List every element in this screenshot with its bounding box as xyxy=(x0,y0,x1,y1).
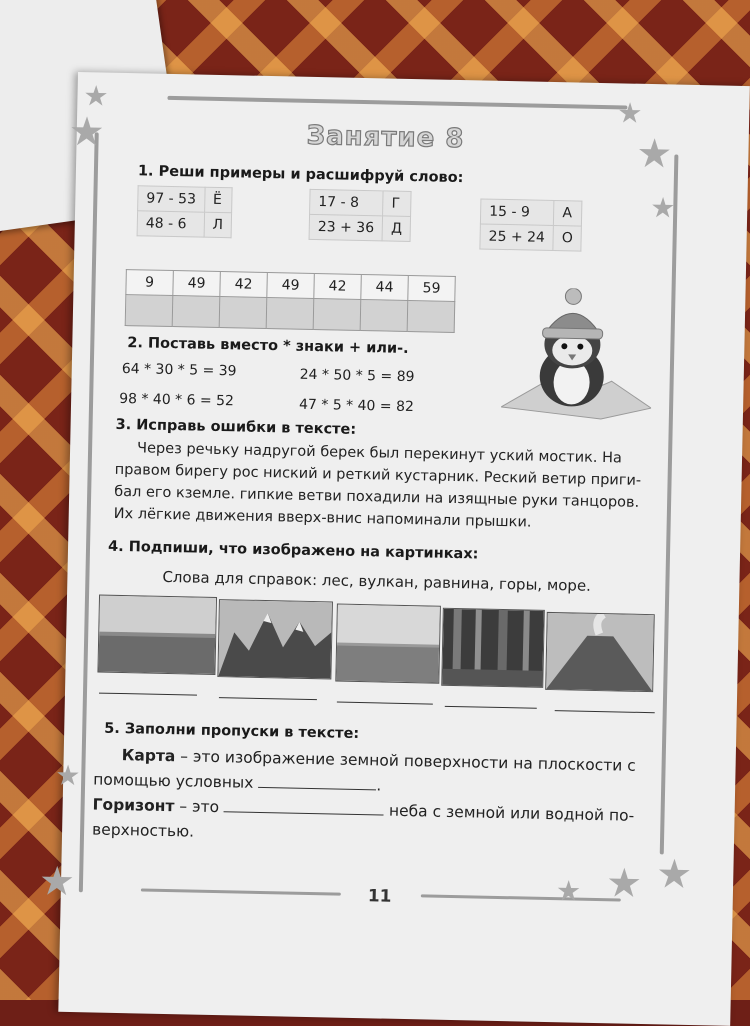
term-horizon: Горизонт xyxy=(92,795,175,816)
penguin-illustration xyxy=(501,287,654,430)
text-line: Их лёгкие движения вверх-внис напоминали прышки. xyxy=(113,505,532,531)
mountains-photo xyxy=(217,599,333,679)
answer-cell[interactable] xyxy=(313,298,361,330)
task2-heading: 2. Поставь вместо * знаки + или-. xyxy=(127,335,409,357)
code-number: 49 xyxy=(267,273,315,299)
example-expression: 25 + 24 xyxy=(480,224,554,251)
equation[interactable]: 24 * 50 * 5 = 89 xyxy=(299,366,415,386)
star-icon: ★ xyxy=(605,860,643,907)
volcano-photo xyxy=(545,612,655,692)
fill-blank[interactable] xyxy=(258,773,376,790)
hint-words: Слова для справок: лес, вулкан, равнина, горы, море. xyxy=(162,567,592,595)
task5-heading: 5. Заполни пропуски в тексте: xyxy=(104,720,360,743)
code-number: 42 xyxy=(314,273,362,299)
star-icon: ★ xyxy=(38,858,76,906)
example-letter: Ё xyxy=(204,187,232,213)
star-icon: ★ xyxy=(655,851,693,899)
equation[interactable]: 47 * 5 * 40 = 82 xyxy=(298,396,415,416)
code-number: 49 xyxy=(173,271,221,297)
example-expression: 17 - 8 xyxy=(310,189,384,216)
example-letter: Г xyxy=(383,191,411,217)
text-fragment: неба с земной или водной по- xyxy=(388,801,635,825)
equation[interactable]: 64 * 30 * 5 = 39 xyxy=(121,360,237,380)
example-letter: Л xyxy=(204,212,232,238)
frame-line-bottom-right xyxy=(421,894,621,901)
answer-line[interactable] xyxy=(555,710,655,713)
star-icon: ★ xyxy=(635,130,673,178)
text-fragment: верхностью. xyxy=(91,820,195,841)
example-expression: 23 + 36 xyxy=(309,214,383,241)
workbook-page xyxy=(38,72,750,1026)
answer-cell[interactable] xyxy=(172,296,220,328)
example-letter: Д xyxy=(382,216,410,242)
answer-line[interactable] xyxy=(445,706,537,709)
text-line: бал его кземле. гипкие ветви похадили на изящные руки танцоров. xyxy=(114,483,640,511)
sea-photo xyxy=(335,604,441,684)
error-text-paragraph xyxy=(114,437,676,537)
answer-cell[interactable] xyxy=(219,297,267,329)
code-number: 44 xyxy=(361,274,409,300)
answer-line[interactable] xyxy=(99,693,197,696)
task3-heading: 3. Исправь ошибки в тексте: xyxy=(115,416,357,438)
code-number: 9 xyxy=(126,270,174,296)
page-number: 11 xyxy=(367,886,392,907)
answer-cell[interactable] xyxy=(125,295,173,327)
star-icon: ★ xyxy=(54,758,81,793)
text-fragment: помощью условных xyxy=(92,770,254,792)
example-letter: А xyxy=(554,201,583,227)
answer-cell[interactable] xyxy=(407,300,455,332)
task4-heading: 4. Подпиши, что изображено на картинках: xyxy=(107,538,479,563)
star-icon: ★ xyxy=(68,108,106,156)
star-icon: ★ xyxy=(555,874,582,908)
fill-blank[interactable] xyxy=(224,797,384,815)
example-letter: О xyxy=(553,225,582,251)
answer-line[interactable] xyxy=(337,702,433,705)
star-icon: ★ xyxy=(649,191,676,225)
term-map: Карта xyxy=(121,746,176,766)
example-expression: 97 - 53 xyxy=(138,186,205,212)
star-icon: ★ xyxy=(83,79,109,113)
fill-in-paragraph: Карта – это изображение земной поверхности на плоскости с помощью условных . Горизонт – это неба с земной или водной по- верхностью. xyxy=(92,742,674,854)
lesson-title: Занятие 8 xyxy=(306,120,465,155)
decode-grid xyxy=(125,269,456,333)
plain-photo xyxy=(97,595,217,675)
frame-line-top xyxy=(167,96,627,110)
task1-heading: 1. Реши примеры и расшифруй слово: xyxy=(137,163,464,187)
text-line: правом бирегу рос ниский и реткий кустарник. Реский ветир приги- xyxy=(114,461,642,489)
star-icon: ★ xyxy=(616,96,643,130)
frame-line-bottom xyxy=(141,888,341,895)
answer-cell[interactable] xyxy=(266,298,314,330)
example-table-2 xyxy=(309,189,412,242)
answer-line[interactable] xyxy=(219,697,317,700)
code-number: 42 xyxy=(220,272,268,298)
forest-photo xyxy=(441,608,545,688)
code-number: 59 xyxy=(408,275,456,301)
text-fragment: – это изображение земной поверхности на плоскости с xyxy=(175,747,636,775)
answer-cell[interactable] xyxy=(360,299,408,331)
example-expression: 15 - 9 xyxy=(480,199,554,226)
text-line: Через речьку надругой берек был перекинут уский мостик. На xyxy=(136,440,623,467)
example-table-3 xyxy=(479,198,582,251)
equation[interactable]: 98 * 40 * 6 = 52 xyxy=(118,390,235,410)
example-table-1 xyxy=(137,185,233,238)
example-expression: 48 - 6 xyxy=(137,211,204,237)
text-fragment: – это xyxy=(174,797,220,817)
